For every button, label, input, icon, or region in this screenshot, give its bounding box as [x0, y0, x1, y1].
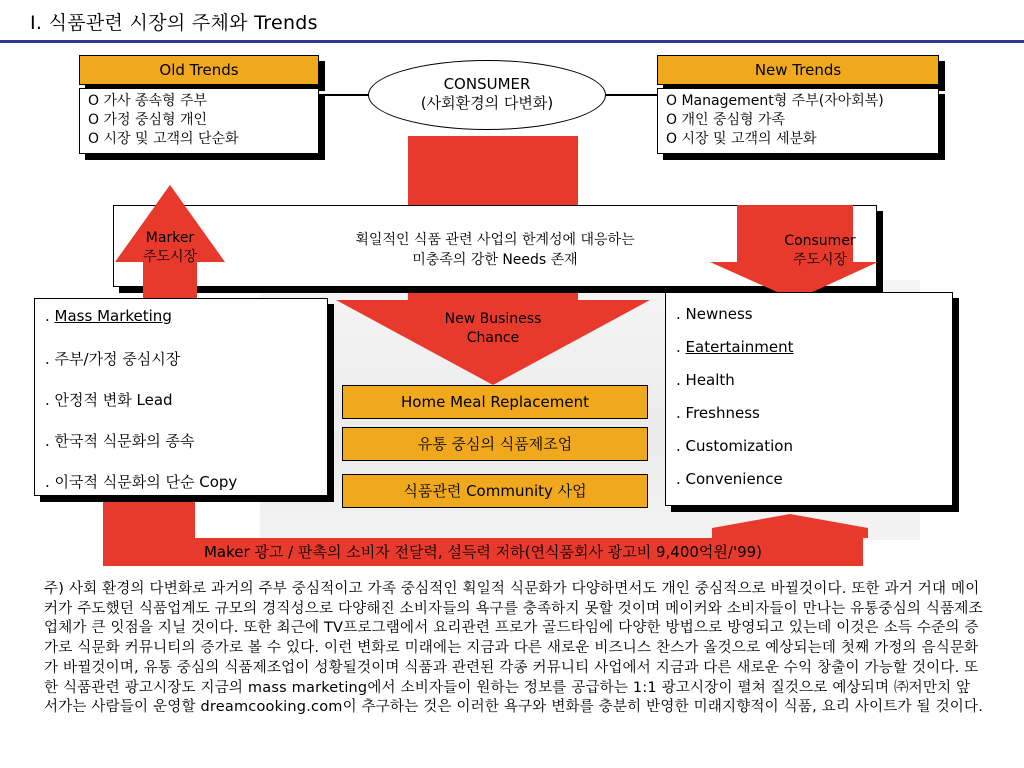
old-trends-header: Old Trends [79, 55, 319, 85]
list-item: . Customization [676, 437, 793, 455]
list-item: . Eatertainment [676, 338, 794, 356]
hmr-box: Home Meal Replacement [342, 385, 648, 419]
list-item: . Newness [676, 305, 753, 323]
old-trends-item: O 가정 중심형 개인 [88, 112, 208, 128]
maker-market-list [34, 298, 328, 496]
marker-sublabel: 주도시장 [142, 249, 198, 265]
consumer-market-label: Consumer [784, 233, 856, 249]
new-trends-item: O 시장 및 고객의 세분화 [666, 131, 817, 147]
consumer-arrow-label [760, 232, 880, 270]
list-item: . Convenience [676, 470, 783, 488]
list-item: . Freshness [676, 404, 760, 422]
list-item: . 이국적 식문화의 단순 Copy [45, 473, 238, 491]
eatertainment-text: Eatertainment [685, 338, 794, 356]
consumer-label: CONSUMER [443, 75, 531, 93]
marker-label: Marker [145, 230, 195, 246]
new-business-line-2: Chance [466, 330, 520, 346]
community-business-box: 식품관련 Community 사업 [342, 474, 648, 508]
new-business-line-1: New Business [444, 311, 542, 327]
maker-ad-banner: Maker 광고 / 판촉의 소비자 전달력, 설득력 저하(연식품회사 광고비 9,400억원/'99) [103, 538, 863, 566]
new-trends-header: New Trends [657, 55, 939, 85]
consumer-sublabel: (사회환경의 다변화) [420, 94, 554, 112]
consumer-market-list [665, 292, 953, 506]
list-item: . Mass Marketing [45, 307, 172, 325]
needs-line-1: 획일적인 식품 관련 사업의 한계성에 대응하는 [355, 232, 635, 248]
new-business-label [413, 310, 573, 348]
distribution-manufacturing-box: 유통 중심의 식품제조업 [342, 427, 648, 461]
new-trends-item: O 개인 중심형 가족 [666, 112, 786, 128]
page-title: Ⅰ. 식품관련 시장의 주체와 Trends [30, 12, 318, 34]
marker-arrow-label [120, 229, 220, 267]
needs-line-2: 미충족의 강한 Needs 존재 [412, 252, 578, 268]
new-trends-item: O Management형 주부(자아회복) [666, 93, 884, 109]
list-item: . Health [676, 371, 735, 389]
list-item: . 한국적 식문화의 종속 [45, 432, 195, 450]
old-trends-item: O 시장 및 고객의 단순화 [88, 131, 239, 147]
list-item: . 안정적 변화 Lead [45, 391, 173, 409]
mass-marketing-text: Mass Marketing [54, 307, 172, 325]
list-item: . 주부/가정 중심시장 [45, 350, 181, 368]
needs-text [280, 230, 710, 270]
footnote-paragraph: 주) 사회 환경의 다변화로 과거의 주부 중심적이고 가족 중심적인 획일적 식문화가 다양하면서도 개인 중심적으로 바뀔것이다. 또한 과거 거대 메이커가 주도했던 식품업계도 규모의 경직성으로 다양해진 소비자들의 욕구를 충족하지 못할 것이며 메이커와 소비자들이 만나는 유통중심의 식품제조업체가 큰 잇점을 지닐 것이다. 또한 최근에 TV프로그램에서 요리관련 프로가 골드타임에 다양한 방법으로 방영되고 있는데 이것은 소득 수준의 증가로 식문화 커뮤니티의 증가로 볼 수 있다. 이런 변화로 미래에는 지금과 다른 새로운 비즈니스 찬스가 올것으로 예상되는데 첫째 가정의 음식문화가 바뀔것이며, 유통 중심의 식품제조업이 성황될것이며 식품과 관련된 각종 커뮤니티 사업에서 지금과 다른 새로운 수익 창출이 가능할 것이다. 또한 식품관련 광고시장도 지금의 mass marketing에서 소비자들이 원하는 정보를 공급하는 1:1 광고시장이 펼쳐 질것으로 예상되며 ㈜저만치 앞서가는 사람들이 운영할 dreamcooking.com이 추구하는 것은 이러한 욕구와 변화를 충분히 반영한 미래지향적이 식품, 요리 사이트가 될 것이다. [44, 581, 983, 716]
old-trends-item: O 가사 종속형 주부 [88, 93, 208, 109]
consumer-market-sublabel: 주도시장 [792, 252, 848, 268]
